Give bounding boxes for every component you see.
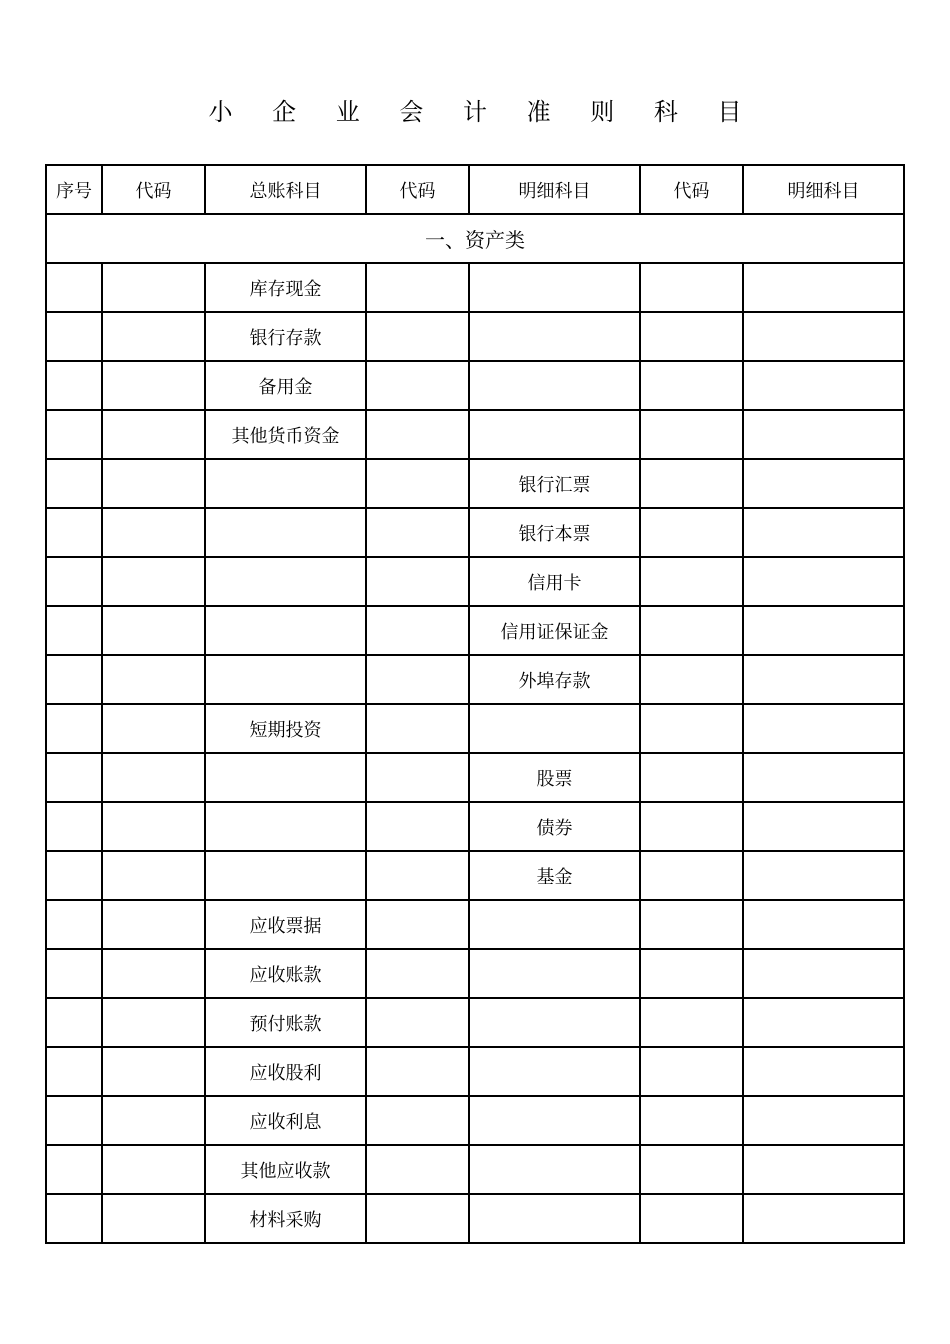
detail-account-cell <box>743 1194 904 1243</box>
detail-account-cell <box>743 998 904 1047</box>
table-row <box>46 998 904 1047</box>
code-cell <box>102 704 205 753</box>
code-cell <box>102 606 205 655</box>
code-cell <box>366 312 469 361</box>
detail-account-cell <box>743 1047 904 1096</box>
header-detail-account: 明细科目 <box>743 165 904 214</box>
detail-account-cell <box>743 410 904 459</box>
general-account-cell <box>205 655 366 704</box>
detail-account-cell <box>469 1096 640 1145</box>
index-cell <box>46 361 102 410</box>
header-general-account: 总账科目 <box>205 165 366 214</box>
page-title: 小 企 业 会 计 准 则 科 目 <box>208 98 758 126</box>
code-cell <box>640 802 743 851</box>
account-table <box>45 164 905 1244</box>
index-cell <box>46 851 102 900</box>
general-account-cell: 应收股利 <box>205 1047 366 1096</box>
header-row <box>46 165 904 214</box>
code-cell <box>102 508 205 557</box>
index-cell <box>46 704 102 753</box>
detail-account-cell: 外埠存款 <box>469 655 640 704</box>
detail-account-cell <box>743 606 904 655</box>
section-title: 一、资产类 <box>46 214 904 263</box>
detail-account-cell: 信用卡 <box>469 557 640 606</box>
code-cell <box>102 263 205 312</box>
general-account-cell <box>205 459 366 508</box>
code-cell <box>640 459 743 508</box>
code-cell <box>366 1047 469 1096</box>
code-cell <box>102 851 205 900</box>
table-row <box>46 1096 904 1145</box>
detail-account-cell: 银行汇票 <box>469 459 640 508</box>
detail-account-cell <box>469 900 640 949</box>
detail-account-cell <box>743 312 904 361</box>
code-cell <box>640 900 743 949</box>
detail-account-cell <box>743 508 904 557</box>
code-cell <box>102 753 205 802</box>
code-cell <box>366 1096 469 1145</box>
code-cell <box>366 900 469 949</box>
index-cell <box>46 655 102 704</box>
general-account-cell <box>205 508 366 557</box>
detail-account-cell <box>469 998 640 1047</box>
detail-account-cell: 银行本票 <box>469 508 640 557</box>
code-cell <box>366 263 469 312</box>
index-cell <box>46 1047 102 1096</box>
detail-account-cell <box>469 263 640 312</box>
code-cell <box>102 802 205 851</box>
code-cell <box>102 312 205 361</box>
code-cell <box>640 753 743 802</box>
header-code: 代码 <box>102 165 205 214</box>
code-cell <box>366 361 469 410</box>
detail-account-cell <box>743 655 904 704</box>
table-row <box>46 557 904 606</box>
index-cell <box>46 312 102 361</box>
table-row <box>46 410 904 459</box>
detail-account-cell <box>743 851 904 900</box>
code-cell <box>640 606 743 655</box>
index-cell <box>46 263 102 312</box>
index-cell <box>46 949 102 998</box>
table-row <box>46 655 904 704</box>
detail-account-cell: 股票 <box>469 753 640 802</box>
table-row <box>46 1194 904 1243</box>
code-cell <box>640 1145 743 1194</box>
detail-account-cell <box>469 410 640 459</box>
code-cell <box>640 1194 743 1243</box>
header-code: 代码 <box>366 165 469 214</box>
code-cell <box>366 949 469 998</box>
general-account-cell: 材料采购 <box>205 1194 366 1243</box>
detail-account-cell <box>743 361 904 410</box>
table-row <box>46 606 904 655</box>
code-cell <box>640 655 743 704</box>
detail-account-cell <box>743 1145 904 1194</box>
table-row <box>46 900 904 949</box>
code-cell <box>366 802 469 851</box>
index-cell <box>46 900 102 949</box>
section-row <box>46 214 904 263</box>
table-row <box>46 802 904 851</box>
code-cell <box>102 1194 205 1243</box>
detail-account-cell <box>469 361 640 410</box>
code-cell <box>366 1145 469 1194</box>
detail-account-cell <box>469 949 640 998</box>
detail-account-cell <box>743 459 904 508</box>
code-cell <box>366 606 469 655</box>
code-cell <box>640 508 743 557</box>
code-cell <box>366 557 469 606</box>
detail-account-cell <box>469 1047 640 1096</box>
code-cell <box>102 459 205 508</box>
general-account-cell: 银行存款 <box>205 312 366 361</box>
detail-account-cell <box>743 557 904 606</box>
general-account-cell: 其他货币资金 <box>205 410 366 459</box>
code-cell <box>102 1145 205 1194</box>
code-cell <box>366 508 469 557</box>
general-account-cell: 应收票据 <box>205 900 366 949</box>
general-account-cell: 应收账款 <box>205 949 366 998</box>
detail-account-cell <box>743 1096 904 1145</box>
code-cell <box>102 557 205 606</box>
general-account-cell: 其他应收款 <box>205 1145 366 1194</box>
general-account-cell: 应收利息 <box>205 1096 366 1145</box>
code-cell <box>366 459 469 508</box>
header-code: 代码 <box>640 165 743 214</box>
table-row <box>46 361 904 410</box>
code-cell <box>640 704 743 753</box>
code-cell <box>640 998 743 1047</box>
general-account-cell: 备用金 <box>205 361 366 410</box>
table-row <box>46 949 904 998</box>
code-cell <box>640 1047 743 1096</box>
code-cell <box>366 998 469 1047</box>
table-row <box>46 1047 904 1096</box>
general-account-cell <box>205 753 366 802</box>
general-account-cell <box>205 606 366 655</box>
general-account-cell: 短期投资 <box>205 704 366 753</box>
general-account-cell: 预付账款 <box>205 998 366 1047</box>
detail-account-cell: 信用证保证金 <box>469 606 640 655</box>
table-row <box>46 312 904 361</box>
detail-account-cell <box>469 1194 640 1243</box>
general-account-cell <box>205 851 366 900</box>
table-row <box>46 704 904 753</box>
general-account-cell: 库存现金 <box>205 263 366 312</box>
code-cell <box>366 753 469 802</box>
table-row <box>46 851 904 900</box>
detail-account-cell: 基金 <box>469 851 640 900</box>
code-cell <box>102 1047 205 1096</box>
code-cell <box>640 1096 743 1145</box>
index-cell <box>46 1145 102 1194</box>
code-cell <box>640 949 743 998</box>
code-cell <box>640 263 743 312</box>
table-row <box>46 263 904 312</box>
detail-account-cell <box>743 704 904 753</box>
code-cell <box>102 655 205 704</box>
index-cell <box>46 1194 102 1243</box>
code-cell <box>366 704 469 753</box>
code-cell <box>640 557 743 606</box>
detail-account-cell <box>469 312 640 361</box>
code-cell <box>102 361 205 410</box>
table-row <box>46 459 904 508</box>
code-cell <box>102 900 205 949</box>
index-cell <box>46 998 102 1047</box>
index-cell <box>46 508 102 557</box>
table-row <box>46 508 904 557</box>
index-cell <box>46 753 102 802</box>
general-account-cell <box>205 802 366 851</box>
code-cell <box>640 851 743 900</box>
detail-account-cell <box>743 753 904 802</box>
code-cell <box>640 312 743 361</box>
table-row <box>46 1145 904 1194</box>
detail-account-cell: 债券 <box>469 802 640 851</box>
code-cell <box>640 361 743 410</box>
detail-account-cell <box>469 704 640 753</box>
index-cell <box>46 459 102 508</box>
index-cell <box>46 802 102 851</box>
detail-account-cell <box>743 263 904 312</box>
code-cell <box>366 410 469 459</box>
detail-account-cell <box>743 900 904 949</box>
header-index: 序号 <box>46 165 102 214</box>
detail-account-cell <box>469 1145 640 1194</box>
code-cell <box>102 998 205 1047</box>
code-cell <box>366 851 469 900</box>
index-cell <box>46 1096 102 1145</box>
index-cell <box>46 606 102 655</box>
code-cell <box>366 655 469 704</box>
table-row <box>46 753 904 802</box>
code-cell <box>102 410 205 459</box>
code-cell <box>366 1194 469 1243</box>
code-cell <box>640 410 743 459</box>
index-cell <box>46 410 102 459</box>
general-account-cell <box>205 557 366 606</box>
detail-account-cell <box>743 949 904 998</box>
header-detail-account: 明细科目 <box>469 165 640 214</box>
index-cell <box>46 557 102 606</box>
detail-account-cell <box>743 802 904 851</box>
code-cell <box>102 949 205 998</box>
code-cell <box>102 1096 205 1145</box>
